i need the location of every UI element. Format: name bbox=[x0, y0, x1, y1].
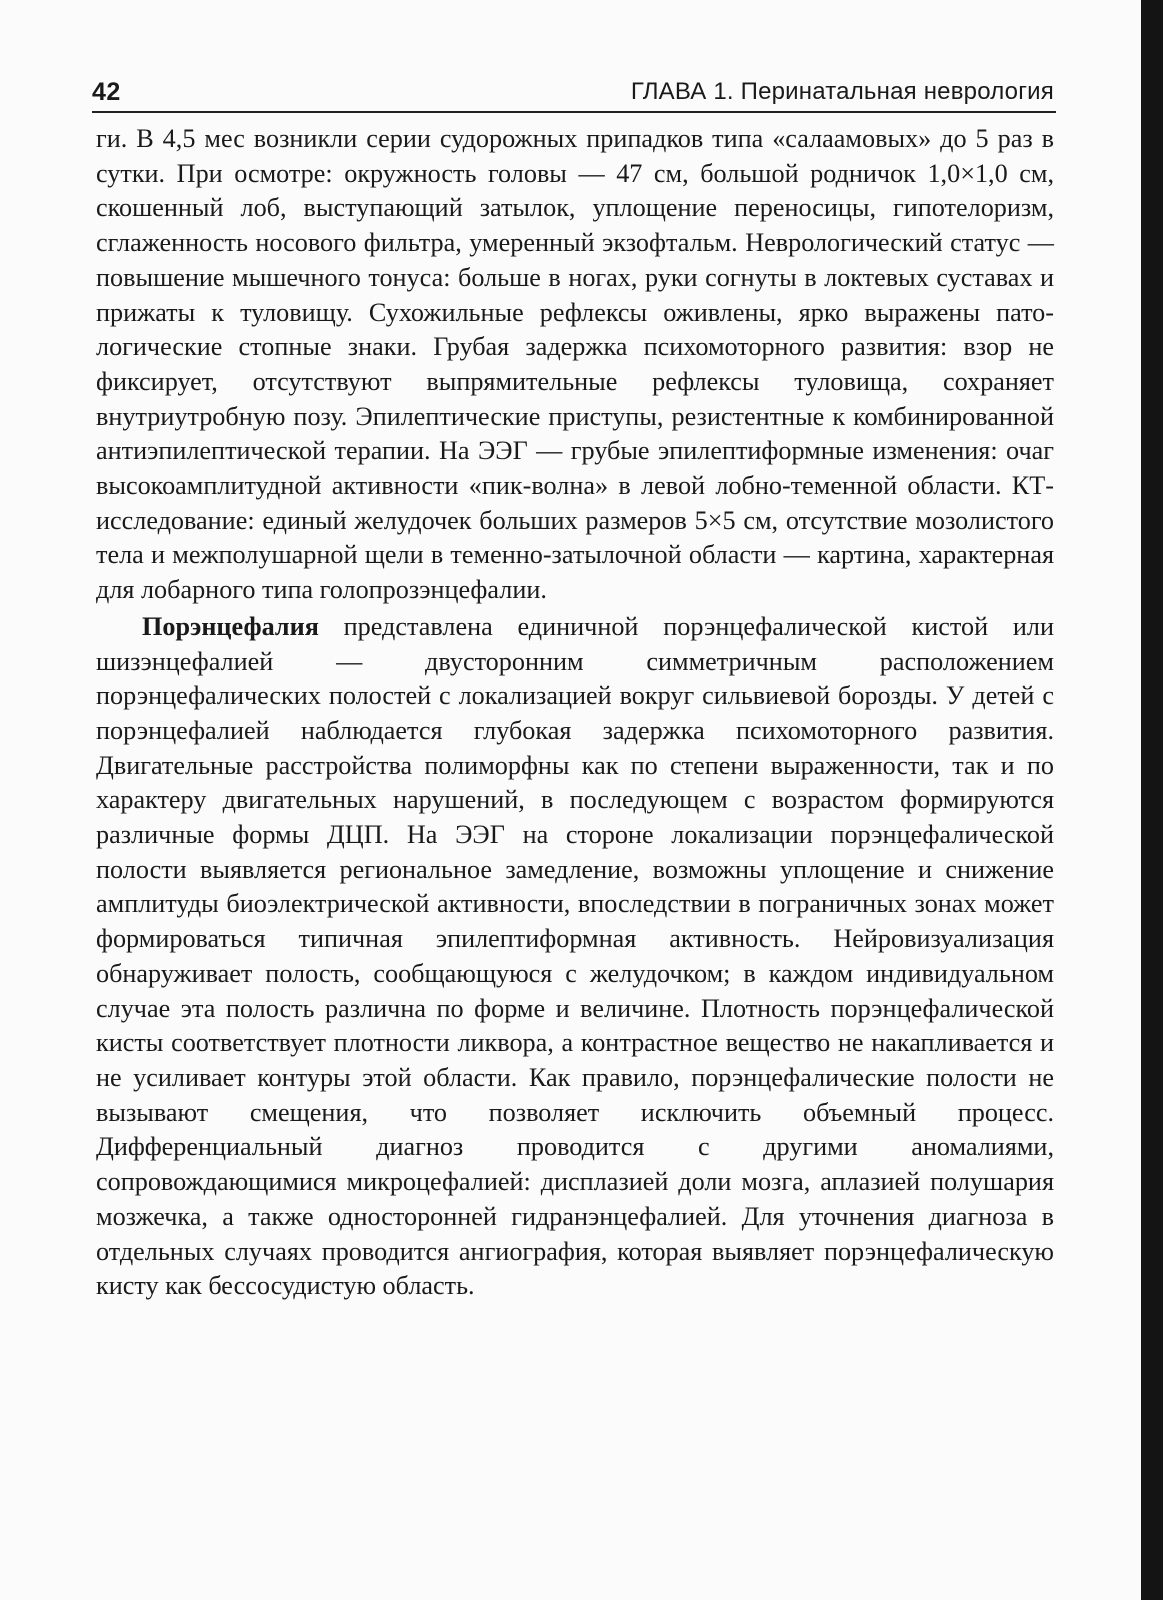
chapter-title: ГЛАВА 1. Перинатальная неврология bbox=[630, 78, 1054, 105]
scan-edge-shadow bbox=[1141, 0, 1163, 1600]
paragraph-continuation bbox=[96, 122, 1054, 608]
body-text bbox=[96, 122, 1054, 1304]
header-rule bbox=[92, 111, 1056, 113]
paragraph-text: представлена единичной порэнцефалической кистой или шизэнцефалией — двусторонним симметричным расположением порэнцефалических полостей с локализацией вокруг сильвиевой борозды. У детей с порэнцефалией наблюдается глубокая задержка психомоторного развития. Двигательные расстройства полиморфны как по степени выраженности, так и по характеру двигательных нарушений, в последующем с возрастом формируются различные формы ДЦП. На ЭЭГ на стороне локализации порэнцефалической полости выявляется региональное замедление, возможны уплощение и снижение амплитуды биоэлектрической активности, впоследствии в пограничных зонах может формироваться типичная эпилептиформная активность. Нейровизуализация обнаруживает полость, сообщающуюся с желудочком; в каждом индивидуальном случае эта полость различна по форме и величине. Плотность порэнцефалической кисты соответствует плотности ликвора, а контрастное вещество не накапливается и не усиливает контуры этой области. Как правило, порэнцефалические полости не вызывают смещения, что позволяет исключить объемный процесс. Дифференциальный диагноз проводится с другими аномалиями, сопровождающимися микроцефалией: дисплазией доли мозга, аплазией полушария мозжечка, а также односторонней гидранэнцефалией. Для уточнения диагноза в отдельных случаях проводится ангиография, которая выявляет порэнцефалическую кисту как бессосудистую область. bbox=[96, 611, 1054, 1301]
paragraph-porencephaly bbox=[96, 610, 1054, 1304]
page-number: 42 bbox=[92, 78, 121, 106]
paragraph-term: Порэнцефалия bbox=[142, 611, 319, 641]
running-header bbox=[92, 72, 1056, 112]
paragraph-text: ги. В 4,5 мес возникли серии судорожных припадков типа «салаамовых» до 5 раз в сутки. При осмотре: окружность головы — 47 см, большой родничок 1,0×1,0 см, скошенный лоб, выступающий затылок, уплощение переносицы, гипотелоризм, сглаженность носового фильтра, умеренный экзофтальм. Неврологический статус — повышение мышечного тонуса: больше в ногах, руки согнуты в локтевых суставах и прижаты к туловищу. Сухожильные рефлексы оживлены, ярко выражены патологические стопные знаки. Грубая задержка психомоторного развития: взор не фиксирует, отсутствуют выпрямительные рефлексы туловища, сохраняет внутриутробную позу. Эпилептические приступы, резистентные к комбинированной антиэпилептической терапии. На ЭЭГ — грубые эпилептиформные изменения: очаг высокоамплитудной активности «пик-волна» в левой лобно-теменной области. КТ-исследование: единый желудочек больших размеров 5×5 см, отсутствие мозолистого тела и межполушарной щели в теменно-затылочной области — картина, характерная для лобарного типа голопрозэнцефалии. bbox=[96, 124, 1054, 605]
